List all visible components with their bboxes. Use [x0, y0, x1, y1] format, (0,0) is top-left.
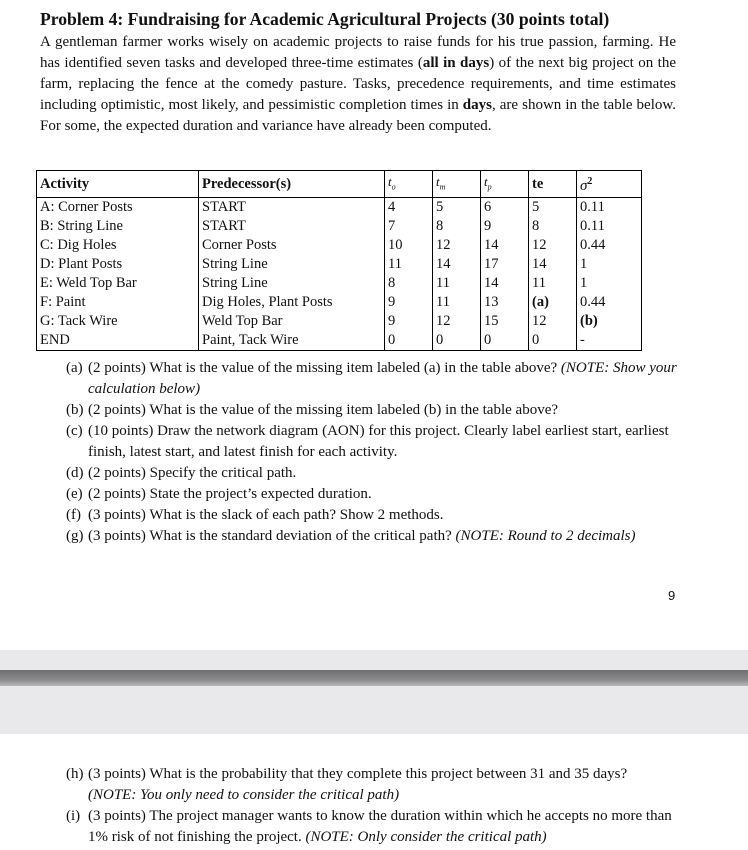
cell-tp: 17 [481, 255, 529, 274]
page-separator [0, 650, 748, 734]
cell-to: 8 [385, 274, 433, 293]
cell-tm: 11 [433, 274, 481, 293]
cell-variance: 0.11 [577, 217, 642, 236]
question-list [66, 358, 678, 547]
page-number: 9 [668, 588, 676, 603]
cell-tm: 8 [433, 217, 481, 236]
cell-te: 12 [529, 312, 577, 331]
table-row [37, 331, 642, 351]
cell-te-missing-a: (a) [529, 293, 577, 312]
activity-table [36, 170, 642, 351]
cell-predecessor: String Line [199, 274, 385, 293]
question-list-page2 [66, 764, 678, 848]
cell-predecessor: Corner Posts [199, 236, 385, 255]
cell-tm: 12 [433, 312, 481, 331]
problem-header [40, 8, 676, 137]
cell-activity: B: String Line [37, 217, 199, 236]
table-row [37, 217, 642, 236]
cell-variance: 1 [577, 274, 642, 293]
header-variance: $\sigma^2$ [577, 171, 642, 198]
cell-variance: 0.44 [577, 293, 642, 312]
cell-activity: END [37, 331, 199, 351]
cell-predecessor: String Line [199, 255, 385, 274]
cell-te: 5 [529, 198, 577, 218]
table-row [37, 236, 642, 255]
cell-variance: 0.44 [577, 236, 642, 255]
intro-text-1: A gentleman farmer works wisely on academic projects to raise funds for his true passion, farming. He has identified seven tasks and developed three-time estimates ( [40, 34, 676, 71]
cell-tp: 13 [481, 293, 529, 312]
cell-variance: - [577, 331, 642, 351]
cell-tp: 9 [481, 217, 529, 236]
page-edge-shadow [0, 670, 748, 686]
header-optimistic: $t_o$ [385, 171, 433, 198]
cell-activity: D: Plant Posts [37, 255, 199, 274]
question-e: (e) (2 points) State the project’s expected duration. [66, 486, 372, 502]
intro-text-2: ) of the next big project on the farm, replacing the fence at the comedy pasture. Tasks, precedence requirements, and time estimates including optimistic, most likely, and pessimistic completion times in [40, 55, 677, 113]
cell-tp: 15 [481, 312, 529, 331]
cell-tm: 12 [433, 236, 481, 255]
cell-predecessor: START [199, 217, 385, 236]
cell-to: 9 [385, 293, 433, 312]
cell-te: 11 [529, 274, 577, 293]
cell-activity: C: Dig Holes [37, 236, 199, 255]
intro-bold-2: days [462, 97, 492, 113]
cell-activity: F: Paint [37, 293, 199, 312]
table-header-row [37, 171, 642, 198]
cell-activity: G: Tack Wire [37, 312, 199, 331]
cell-to: 9 [385, 312, 433, 331]
table-row [37, 312, 642, 331]
table-row [37, 198, 642, 218]
cell-activity: A: Corner Posts [37, 198, 199, 218]
cell-tm: 0 [433, 331, 481, 351]
table-row [37, 274, 642, 293]
intro-text-3: , are shown in the table below. For some, the expected duration and variance have already been computed. [40, 97, 676, 134]
cell-variance: 1 [577, 255, 642, 274]
question-a: (a) (2 points) What is the value of the missing item labeled (a) in the table above? (NOTE: Show your calculation below) [66, 360, 677, 397]
intro-bold-1: all in days [422, 55, 490, 71]
cell-te: 8 [529, 217, 577, 236]
table-row [37, 293, 642, 312]
header-predecessors: Predecessor(s) [199, 171, 385, 198]
cell-to: 0 [385, 331, 433, 351]
cell-tm: 5 [433, 198, 481, 218]
cell-predecessor: Paint, Tack Wire [199, 331, 385, 351]
cell-predecessor: START [199, 198, 385, 218]
cell-tp: 14 [481, 274, 529, 293]
cell-tp: 6 [481, 198, 529, 218]
problem-intro [40, 32, 676, 137]
question-d: (d) (2 points) Specify the critical path. [66, 465, 297, 481]
cell-tp: 0 [481, 331, 529, 351]
cell-to: 10 [385, 236, 433, 255]
table-row [37, 255, 642, 274]
cell-te: 14 [529, 255, 577, 274]
cell-activity: E: Weld Top Bar [37, 274, 199, 293]
cell-predecessor: Dig Holes, Plant Posts [199, 293, 385, 312]
header-most-likely: $t_m$ [433, 171, 481, 198]
header-activity: Activity [37, 171, 199, 198]
cell-to: 11 [385, 255, 433, 274]
question-b: (b) (2 points) What is the value of the missing item labeled (b) in the table above? [66, 402, 559, 418]
cell-predecessor: Weld Top Bar [199, 312, 385, 331]
cell-tp: 14 [481, 236, 529, 255]
cell-tm: 14 [433, 255, 481, 274]
cell-to: 4 [385, 198, 433, 218]
problem-title: Problem 4: Fundraising for Academic Agricultural Projects (30 points total) [40, 9, 610, 29]
question-i: (i) (3 points) The project manager wants to know the duration within which he accepts no more than 1% risk of not finishing the project. (NOTE: Only consider the critical path) [66, 808, 672, 845]
cell-variance-missing-b: (b) [577, 312, 642, 331]
question-f: (f) (3 points) What is the slack of each path? Show 2 methods. [66, 507, 444, 523]
header-pessimistic: $t_p$ [481, 171, 529, 198]
cell-variance: 0.11 [577, 198, 642, 218]
cell-te: 0 [529, 331, 577, 351]
header-expected: te [529, 171, 577, 198]
cell-tm: 11 [433, 293, 481, 312]
cell-to: 7 [385, 217, 433, 236]
page-2 [0, 734, 748, 850]
question-g: (g) (3 points) What is the standard deviation of the critical path? (NOTE: Round to 2 decimals) [66, 528, 636, 544]
question-h: (h) (3 points) What is the probability that they complete this project between 31 and 35 days? (NOTE: You only need to consider the critical path) [66, 766, 628, 803]
cell-te: 12 [529, 236, 577, 255]
question-c: (c) (10 points) Draw the network diagram (AON) for this project. Clearly label earliest start, earliest finish, latest start, and latest finish for each activity. [66, 423, 669, 460]
